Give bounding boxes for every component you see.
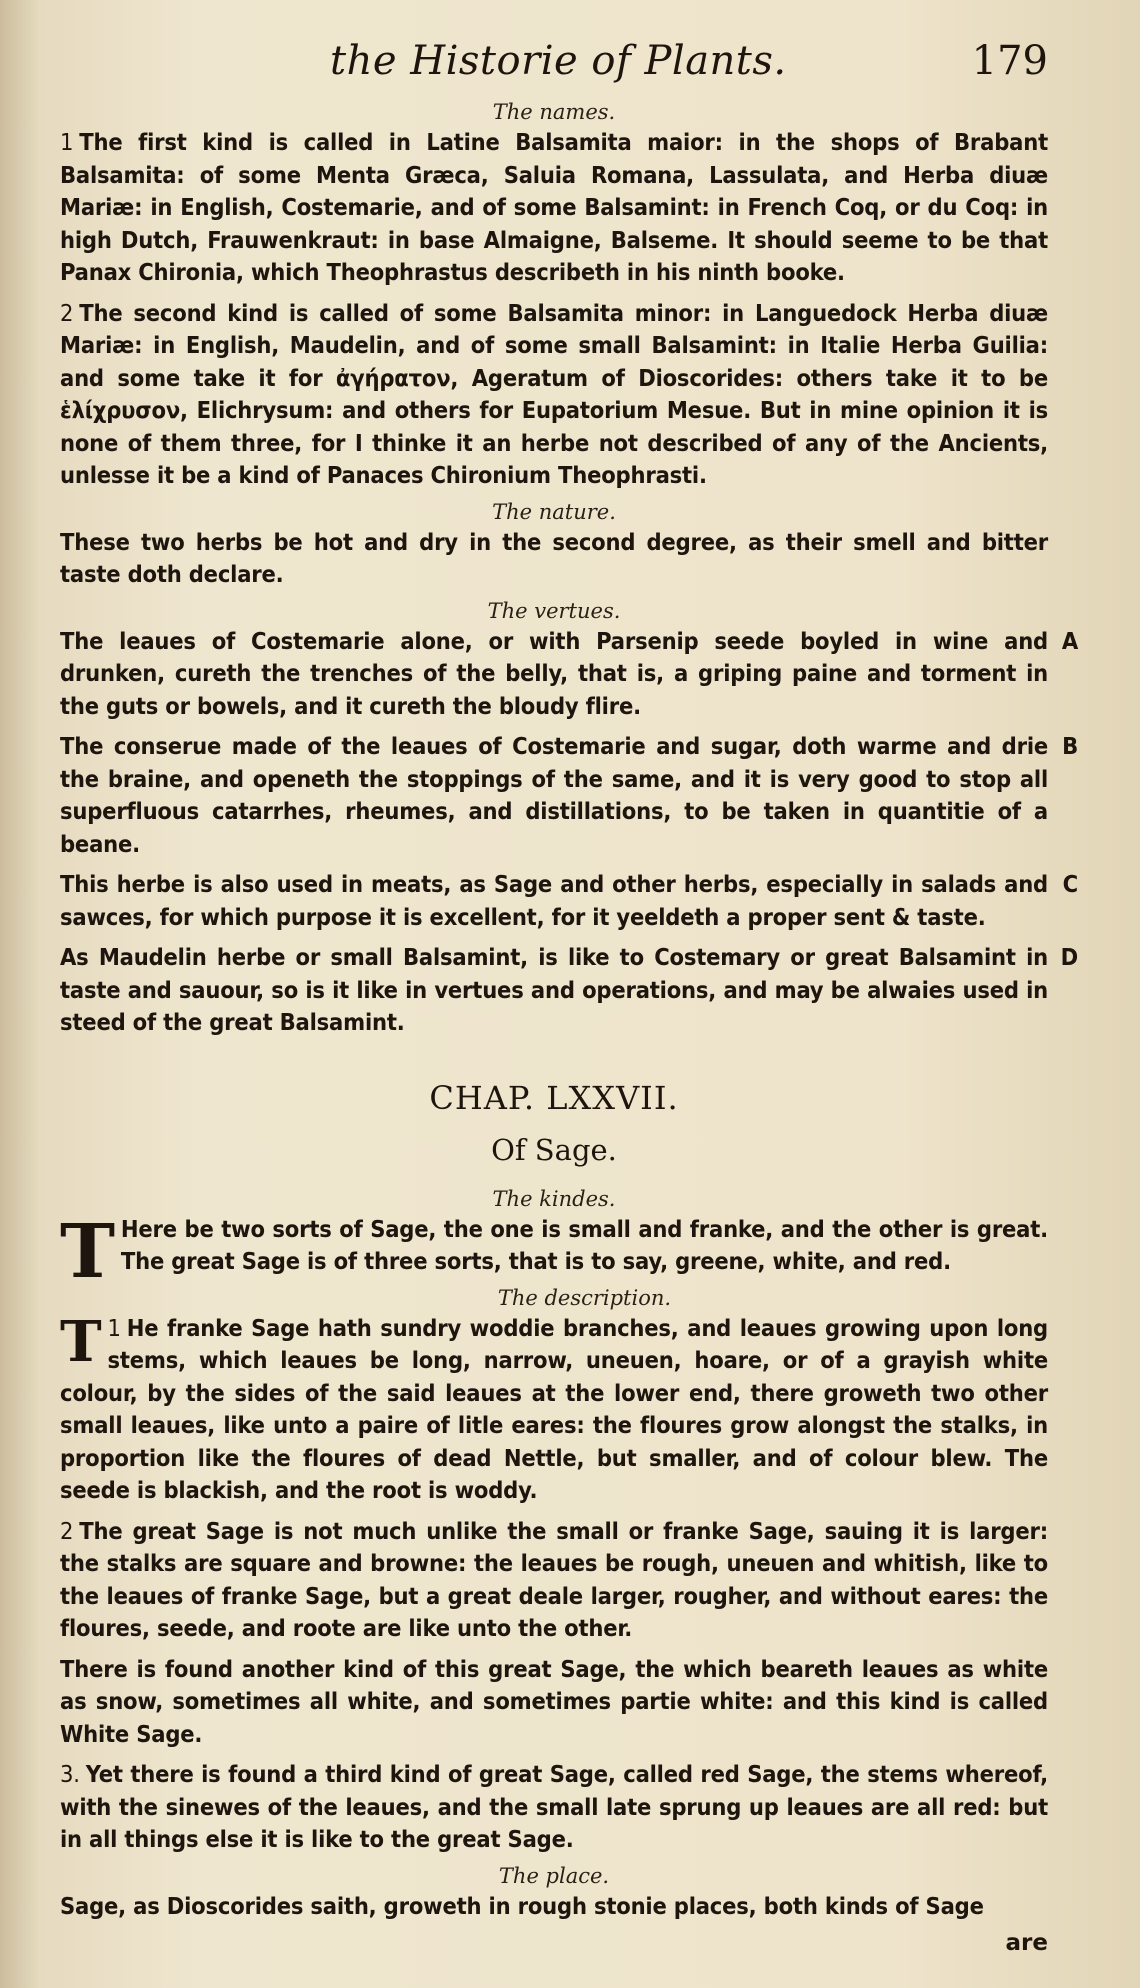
paragraph-vertues-b [60, 730, 1078, 860]
chapter-title: Of Sage. [491, 1132, 617, 1167]
paragraph-description-1 [60, 1308, 1048, 1507]
paragraph-text: The second kind is called of some Balsamita minor: in Languedock Herba diuæ Mariæ: in English, Maudelin, and of some small Balsamint: in Italie Herba Guilia: and some take it for ἀγήρατον, Ageratum of Dioscorides: others take it to be ἑλίχρυσον, Elichrysum: and others for Eupatorium Mesue. But in mine opinion it is none of them three, for I thinke it an herbe not described of any of the Ancients, unlesse it be a kind of Panaces Chironium Theophrasti. [60, 298, 1048, 489]
section-label-names: The names. [492, 100, 616, 124]
paragraph-text: The leaues of Costemarie alone, or with Parsenip seede boyled in wine and drunken, cureth the trenches of the belly, that is, a griping paine and torment in the guts or bowels, and it cureth the bloudy flire. [60, 626, 1048, 720]
paragraph-text: The conserue made of the leaues of Costemarie and sugar, doth warme and drie the braine, and openeth the stoppings of the same, and it is very good to stop all superfluous catarrhes, rheumes, and distillations, to be taken in quantitie of a beane. [60, 732, 1048, 858]
margin-letter-b: B [1062, 732, 1078, 760]
item-number: 2 [60, 1516, 74, 1545]
item-number: 2 [60, 298, 74, 327]
margin-letter-d: D [1060, 943, 1078, 971]
section-label-description: The description. [497, 1285, 672, 1310]
paragraph-text: The first kind is called in Latine Balsamita maior: in the shops of Brabant Balsamita: of some Menta Græca, Saluia Romana, Lassulata, and Herba diuæ Mariæ: in English, Costemarie, and of some Balsamint: in French Coq, or du Coq: in high Dutch, Frauwenkraut: in base Almaigne, Balseme. It should seeme to be that Panax Chironia, which Theophrastus describeth in his ninth booke. [60, 128, 1048, 286]
drop-cap: T [60, 1308, 102, 1375]
paragraph-place: Sage, as Dioscorides saith, groweth in rough stonie places, both kinds of Sage [60, 1891, 984, 1920]
paragraph-names-1 [60, 126, 1048, 289]
running-title: the Historie of Plants. [330, 38, 787, 84]
margin-letter-c: C [1062, 870, 1078, 898]
paragraph-text: The great Sage is not much unlike the small or franke Sage, sauing it is larger: the stalks are square and browne: the leaues be rough, uneuen and whitish, like to the leaues of franke Sage, but a great deale larger, rougher, and without eares: the floures, seede, and roote are like unto the other. [60, 1516, 1048, 1642]
running-head [60, 38, 1048, 94]
paragraph-nature: These two herbs be hot and dry in the second degree, as their smell and bitter taste doth declare. [60, 527, 1048, 588]
item-number: 3. [60, 1760, 80, 1788]
catchword: are [1005, 1930, 1048, 1956]
paragraph-description-2 [60, 1515, 1048, 1645]
paragraph-description-white: There is found another kind of this great Sage, the which beareth leaues as white as snow, sometimes all white, and sometimes partie white: and this kind is called White Sage. [60, 1654, 1048, 1748]
chapter-number: CHAP. LXXVII. [429, 1078, 679, 1117]
item-number: 1 [107, 1313, 121, 1342]
paragraph-description-3 [60, 1758, 1048, 1856]
drop-cap: T [60, 1208, 115, 1295]
paragraph-vertues-d [60, 941, 1078, 1039]
item-number: 1 [60, 128, 74, 156]
section-label-nature: The nature. [492, 499, 616, 524]
paragraph-text: Yet there is found a third kind of great Sage, called red Sage, the stems whereof, with the sinewes of the leaues, and the small late sprung up leaues are all red: but in all things else it is like to the great Sage. [60, 1760, 1048, 1853]
paragraph-text: As Maudelin herbe or small Balsamint, is like to Costemary or great Balsamint in taste and sauour, so is it like in vertues and operations, and may be alwaies used in steed of the great Balsamint. [60, 943, 1048, 1036]
page-number: 179 [971, 38, 1048, 84]
paragraph-text: Here be two sorts of Sage, the one is small and franke, and the other is great. The great Sage is of three sorts, that is to say, greene, white, and red. [120, 1214, 1048, 1275]
section-label-vertues: The vertues. [487, 598, 621, 623]
paragraph-text: He franke Sage hath sundry woddie branches, and leaues growing upon long stems, which leaues be long, narrow, uneuen, hoare, or of a grayish white colour, by the sides of the said leaues at the lower end, there groweth two other small leaues, like unto a paire of litle eares: the floures grow alongst the stalks, in proportion like the floures of dead Nettle, but smaller, and of colour blew. The seede is blackish, and the root is woddy. [60, 1313, 1048, 1504]
margin-letter-a: A [1061, 626, 1078, 655]
section-label-place: The place. [498, 1863, 610, 1888]
paragraph-vertues-c [60, 868, 1078, 933]
paragraph-names-2 [60, 297, 1048, 492]
section-label-kindes: The kindes. [492, 1186, 616, 1211]
paragraph-vertues-a [60, 625, 1078, 723]
paragraph-text: This herbe is also used in meats, as Sage and other herbs, especially in salads and sawces, for which purpose it is excellent, for it yeeldeth a proper sent & taste. [60, 870, 1048, 931]
paragraph-kindes [60, 1208, 1048, 1295]
